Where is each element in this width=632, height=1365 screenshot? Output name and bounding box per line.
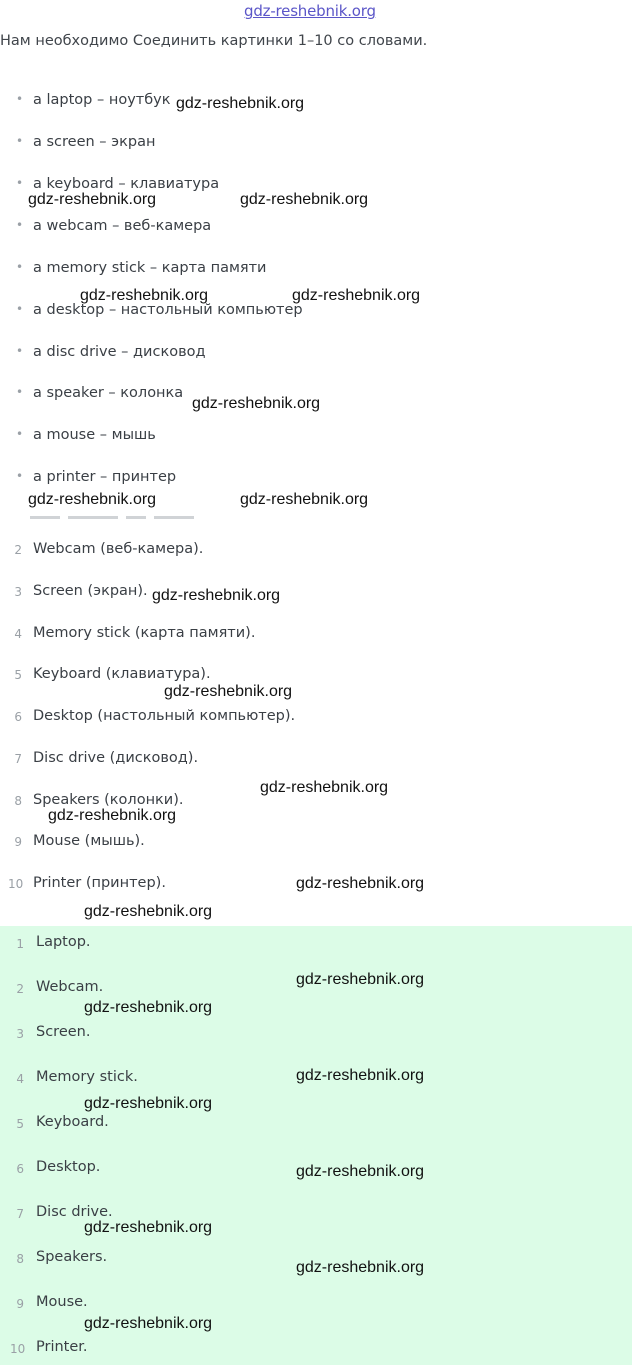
watermark: gdz-reshebnik.org — [84, 1315, 213, 1332]
item-number: 8 — [16, 1252, 24, 1266]
watermark: gdz-reshebnik.org — [84, 1095, 213, 1112]
watermark: gdz-reshebnik.org — [260, 779, 389, 796]
watermark: gdz-reshebnik.org — [296, 1067, 425, 1084]
list-item: Keyboard. — [36, 1114, 109, 1130]
item-number: 6 — [16, 1162, 24, 1176]
item-number: 3 — [16, 1027, 24, 1041]
watermark: gdz-reshebnik.org — [296, 875, 425, 892]
item-number: 4 — [14, 627, 22, 641]
item-number: 5 — [16, 1117, 24, 1131]
list-item: Mouse (мышь). — [33, 833, 145, 849]
bullet-icon: • — [16, 344, 24, 358]
watermark: gdz-reshebnik.org — [152, 587, 281, 604]
list-item: • a mouse – мышь — [16, 427, 156, 443]
list-item: • a printer – принтер — [16, 469, 177, 485]
list-item: Disc drive. — [36, 1204, 113, 1220]
watermark: gdz-reshebnik.org — [296, 1163, 425, 1180]
list-item: Webcam. — [36, 979, 104, 995]
list-item: Screen. — [36, 1024, 91, 1040]
item-number: 6 — [14, 710, 22, 724]
list-item: Memory stick. — [36, 1069, 138, 1085]
bullet-icon: • — [16, 218, 24, 232]
bullet-icon: • — [16, 176, 24, 190]
list-item: Desktop. — [36, 1159, 101, 1175]
watermark: gdz-reshebnik.org — [28, 491, 157, 508]
item-number: 10 — [10, 1342, 26, 1356]
list-item: Speakers. — [36, 1249, 108, 1265]
bullet-icon: • — [16, 92, 24, 106]
list-item: • a disc drive – дисковод — [16, 344, 206, 360]
list-item: • a laptop – ноутбук — [16, 92, 171, 108]
watermark: gdz-reshebnik.org — [176, 95, 305, 112]
item-number: 9 — [14, 835, 22, 849]
watermark: gdz-reshebnik.org — [84, 999, 213, 1016]
intro-text: Нам необходимо Соединить картинки 1–10 со словами. — [0, 33, 428, 49]
watermark: gdz-reshebnik.org — [48, 807, 177, 824]
list-item: • a desktop – настольный компьютер — [16, 302, 303, 318]
list-item: • a keyboard – клавиатура — [16, 176, 220, 192]
item-number: 2 — [14, 543, 22, 557]
item-number: 8 — [14, 794, 22, 808]
list-item: • a memory stick – карта памяти — [16, 260, 267, 276]
cropped-line — [30, 512, 210, 522]
list-item: • a screen – экран — [16, 134, 156, 150]
watermark: gdz-reshebnik.org — [84, 1219, 213, 1236]
list-item: Disc drive (дисковод). — [33, 750, 199, 766]
bullet-icon: • — [16, 427, 24, 441]
list-item: Laptop. — [36, 934, 91, 950]
watermark: gdz-reshebnik.org — [296, 1259, 425, 1276]
bullet-icon: • — [16, 469, 24, 483]
item-number: 5 — [14, 668, 22, 682]
item-number: 7 — [14, 752, 22, 766]
bullet-icon: • — [16, 302, 24, 316]
item-number: 3 — [14, 585, 22, 599]
list-item: Screen (экран). — [33, 583, 148, 599]
item-number: 1 — [16, 937, 24, 951]
item-number: 2 — [16, 982, 24, 996]
watermark: gdz-reshebnik.org — [192, 395, 321, 412]
item-number: 10 — [8, 877, 24, 891]
list-item: • a speaker – колонка — [16, 385, 184, 401]
item-number: 7 — [16, 1207, 24, 1221]
watermark: gdz-reshebnik.org — [292, 287, 421, 304]
list-item: Speakers (колонки). — [33, 792, 184, 808]
watermark: gdz-reshebnik.org — [28, 191, 157, 208]
list-item: Memory stick (карта памяти). — [33, 625, 256, 641]
bullet-icon: • — [16, 260, 24, 274]
item-number: 4 — [16, 1072, 24, 1086]
list-item: • a webcam – веб-камера — [16, 218, 212, 234]
list-item: Printer (принтер). — [33, 875, 166, 891]
watermark: gdz-reshebnik.org — [240, 191, 369, 208]
watermark: gdz-reshebnik.org — [84, 903, 213, 920]
site-link[interactable]: gdz-reshebnik.org — [244, 2, 376, 20]
list-item: Webcam (веб-камера). — [33, 541, 204, 557]
list-item: Desktop (настольный компьютер). — [33, 708, 296, 724]
list-item: Printer. — [36, 1339, 88, 1355]
watermark: gdz-reshebnik.org — [80, 287, 209, 304]
bullet-icon: • — [16, 385, 24, 399]
list-item: Mouse. — [36, 1294, 88, 1310]
watermark: gdz-reshebnik.org — [240, 491, 369, 508]
bullet-icon: • — [16, 134, 24, 148]
watermark: gdz-reshebnik.org — [164, 683, 293, 700]
watermark: gdz-reshebnik.org — [296, 971, 425, 988]
list-item: Keyboard (клавиатура). — [33, 666, 211, 682]
item-number: 9 — [16, 1297, 24, 1311]
